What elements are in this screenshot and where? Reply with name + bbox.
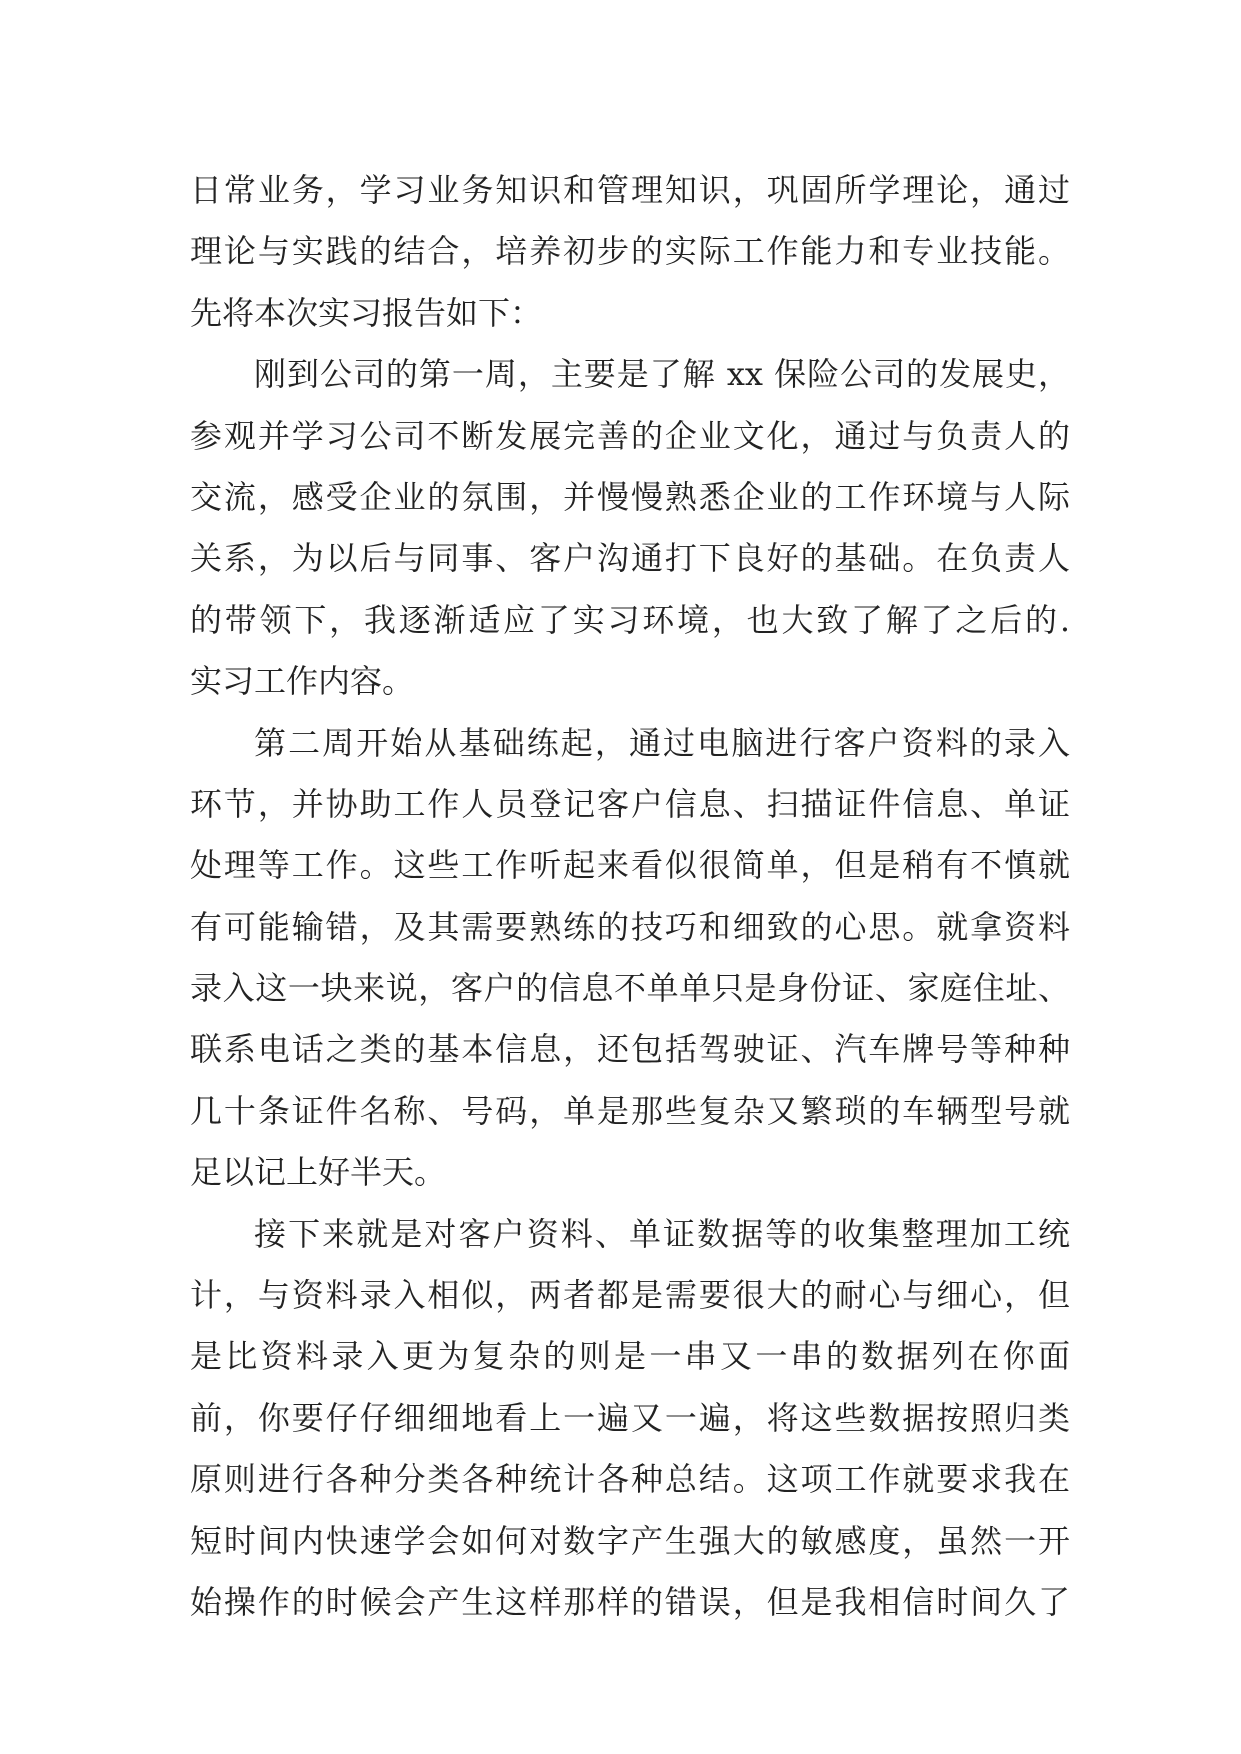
text-line: 有可能输错，及其需要熟练的技巧和细致的心思。就拿资料	[190, 907, 1070, 946]
text-line: 足以记上好半天。	[190, 1153, 447, 1192]
text-line: 几十条证件名称、号码，单是那些复杂又繁琐的车辆型号就	[190, 1091, 1070, 1130]
paragraph-first-line: 第二周开始从基础练起，通过电脑进行客户资料的录入	[254, 723, 1070, 762]
text-line: 原则进行各种分类各种统计各种总结。这项工作就要求我在	[190, 1460, 1070, 1499]
paragraph-first-line: 接下来就是对客户资料、单证数据等的收集整理加工统	[254, 1214, 1070, 1253]
text-line: 前，你要仔仔细细地看上一遍又一遍，将这些数据按照归类	[190, 1398, 1070, 1437]
text-line: 关系，为以后与同事、客户沟通打下良好的基础。在负责人	[190, 539, 1070, 578]
text-line: 短时间内快速学会如何对数字产生强大的敏感度，虽然一开	[190, 1521, 1070, 1560]
text-line: 理论与实践的结合，培养初步的实际工作能力和专业技能。	[190, 232, 1070, 271]
text-line: 环节，并协助工作人员登记客户信息、扫描证件信息、单证	[190, 784, 1070, 823]
text-line: 参观并学习公司不断发展完善的企业文化，通过与负责人的	[190, 416, 1070, 455]
text-line: 处理等工作。这些工作听起来看似很简单，但是稍有不慎就	[190, 846, 1070, 885]
text-line: 日常业务，学习业务知识和管理知识，巩固所学理论，通过	[190, 171, 1070, 209]
body-text	[190, 160, 1070, 1633]
text-line: 联系电话之类的基本信息，还包括驾驶证、汽车牌号等种种	[190, 1030, 1070, 1069]
text-line: 的带领下，我逐渐适应了实习环境，也大致了解了之后的.	[190, 600, 1070, 639]
text-line: 计，与资料录入相似，两者都是需要很大的耐心与细心，但	[190, 1276, 1070, 1315]
text-line: 实习工作内容。	[190, 662, 415, 701]
text-line: 始操作的时候会产生这样那样的错误，但是我相信时间久了	[190, 1582, 1070, 1621]
paragraph-first-line: 刚到公司的第一周，主要是了解 xx 保险公司的发展史，	[254, 355, 1070, 394]
text-line: 交流，感受企业的氛围，并慢慢熟悉企业的工作环境与人际	[190, 477, 1070, 516]
text-line: 是比资料录入更为复杂的则是一串又一串的数据列在你面	[190, 1337, 1070, 1376]
text-line: 先将本次实习报告如下：	[190, 293, 543, 332]
text-line: 录入这一块来说，客户的信息不单单只是身份证、家庭住址、	[190, 969, 1070, 1008]
